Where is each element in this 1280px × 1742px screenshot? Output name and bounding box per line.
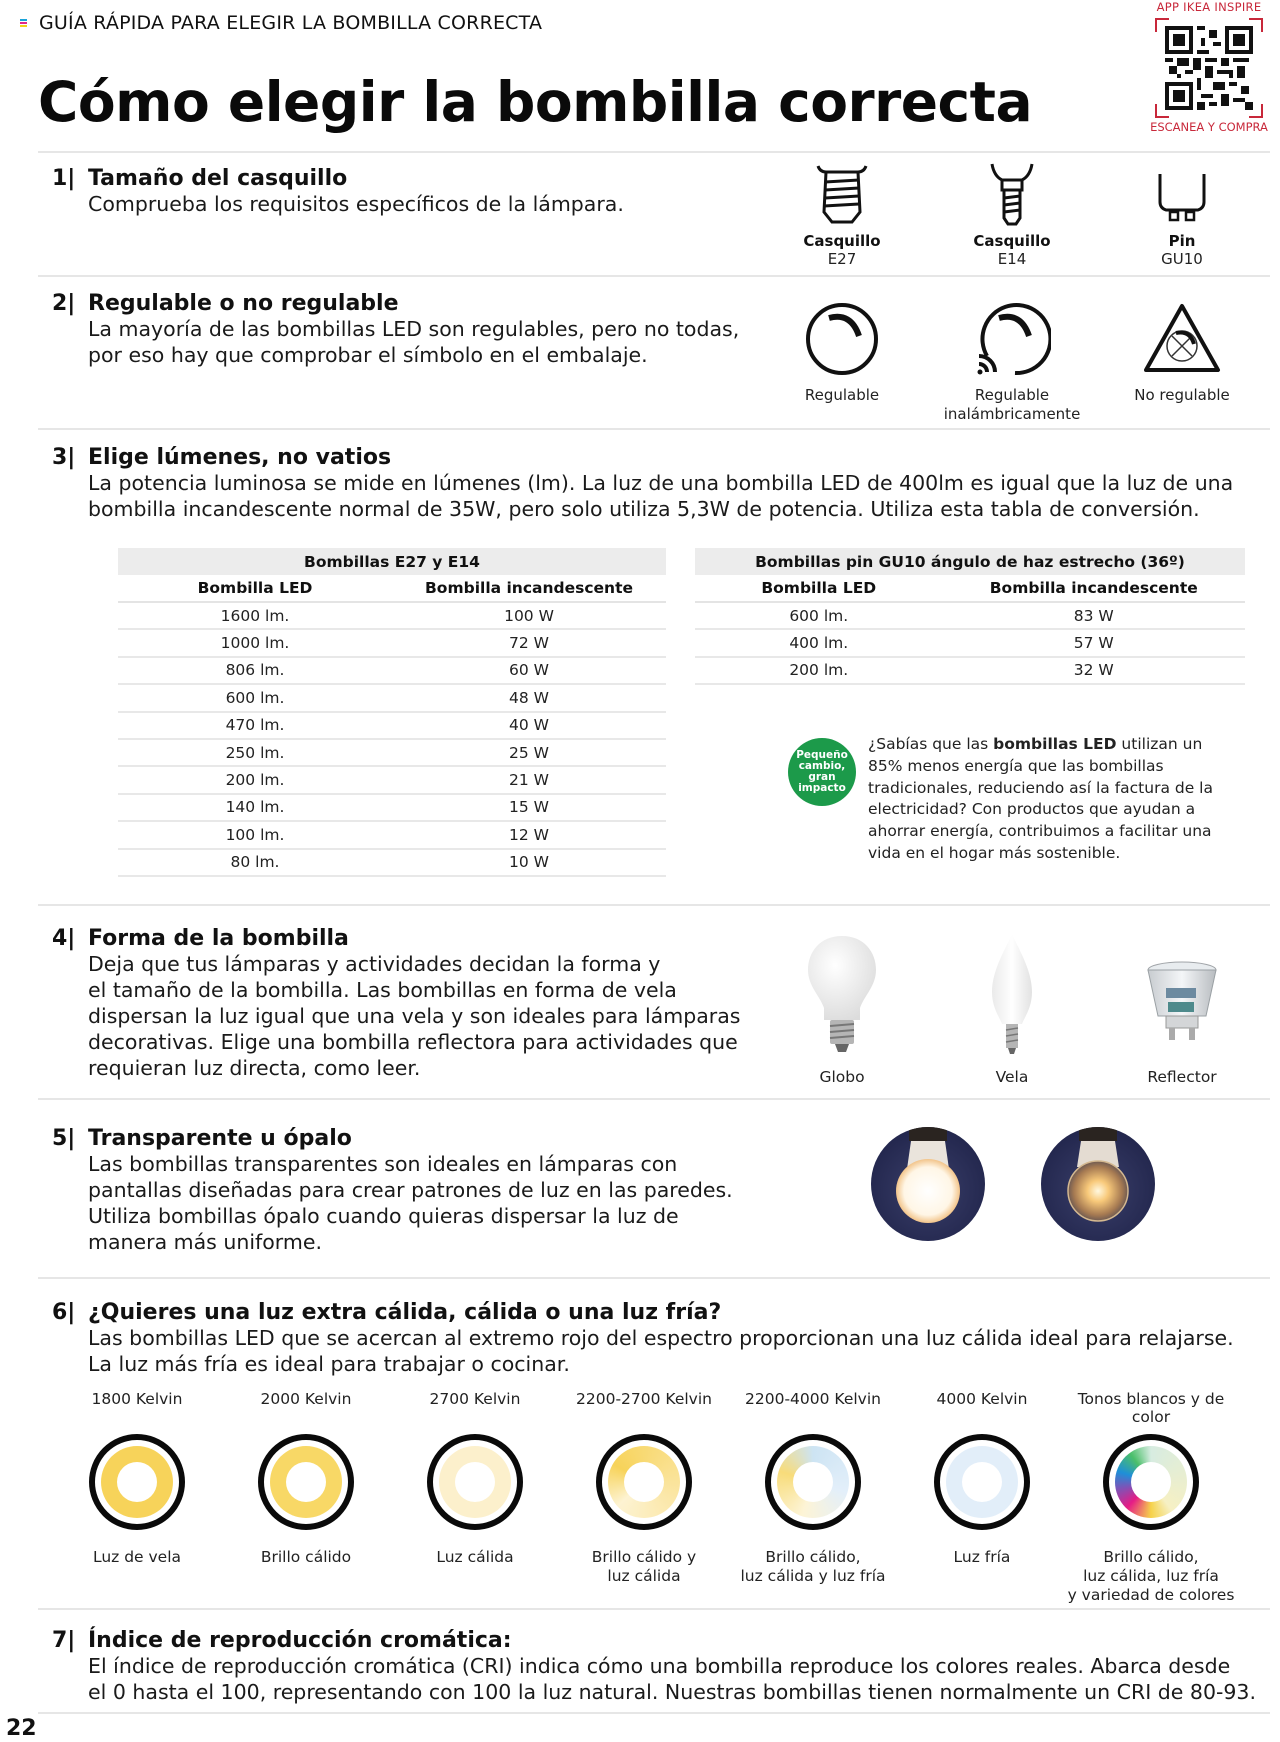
table-row: 100 lm. 12 W	[118, 821, 666, 848]
socket-e14	[927, 162, 1097, 269]
table-row: 806 lm. 60 W	[118, 657, 666, 684]
socket-type: E14	[997, 250, 1027, 268]
col-header-led: Bombilla LED	[695, 575, 943, 602]
clear-bulb-photo	[1041, 1127, 1155, 1241]
section-dimmable	[52, 291, 739, 368]
opal-bulb-photo	[871, 1127, 985, 1241]
table-gu10	[695, 548, 1245, 685]
section-title: Transparente u ópalo	[88, 1126, 352, 1151]
shape-label: Vela	[995, 1068, 1029, 1086]
section-bulb-shape: 4| Forma de la bombilla Deja que tus lámparas y actividades decidan la forma y el tamaño de la bombilla. Las bombillas en forma de vela dispersan la luz igual que una vela y son ideales para lámparas decorativas. Elige una bombilla reflectora para actividades que requieran luz directa, como leer.	[52, 926, 741, 1080]
temp-2200-4000: 2200-4000 Kelvin Brillo cálido, luz cálida y luz fría	[740, 1390, 886, 1585]
wireless-dimmable-label: Regulable inalámbricamente	[943, 386, 1081, 423]
table-row: 1600 lm. 100 W	[118, 602, 666, 629]
temp-2700: 2700 Kelvin Luz cálida	[390, 1390, 560, 1567]
qr-top-label: APP IKEA INSPIRE	[1156, 0, 1262, 14]
section-number: 7|	[52, 1628, 76, 1653]
shape-reflector	[1097, 930, 1267, 1086]
table-row: 140 lm. 15 W	[118, 794, 666, 821]
not-dimmable-icon	[1142, 300, 1222, 378]
temp-4000: 4000 Kelvin Luz fría	[897, 1390, 1067, 1567]
table-row: 1000 lm. 72 W	[118, 629, 666, 656]
section-body: Comprueba los requisitos específicos de la lámpara.	[88, 192, 624, 216]
section-body-line: bombilla incandescente normal de 35W, pero solo utiliza 5,3W de potencia. Utiliza esta tabla de conversión.	[88, 497, 1200, 521]
temp-2200-2700: 2200-2700 Kelvin Brillo cálido y luz cálida	[576, 1390, 712, 1585]
color-bars-icon	[20, 19, 27, 27]
table-caption: Bombillas pin GU10 ángulo de haz estrecho (36º)	[695, 548, 1245, 575]
socket-gu10	[1097, 162, 1267, 269]
section-lumens	[52, 445, 1233, 522]
divider	[38, 904, 1270, 906]
section-number: 3|	[52, 445, 76, 470]
table-caption: Bombillas E27 y E14	[118, 548, 666, 575]
wireless-dimmable-item	[927, 300, 1097, 424]
table-e27-e14	[118, 548, 666, 877]
temperature-ring-icon	[427, 1434, 523, 1530]
energy-info-text: ¿Sabías que las bombillas LED utilizan un 85% menos energía que las bombillas tradicionales, reduciendo así la factura de la electricidad? Con productos que ayudan a ahorrar energía, contribuimos a facilitar una vida en el hogar más sostenible.	[868, 735, 1213, 862]
globe-bulb-icon	[802, 930, 882, 1058]
divider	[38, 151, 1270, 153]
col-header-incandescent: Bombilla incandescente	[392, 575, 666, 602]
color-wheel-icon	[1103, 1434, 1199, 1530]
page-number: 22	[6, 1716, 37, 1741]
section-number: 2|	[52, 291, 76, 316]
dimmable-item	[757, 300, 927, 405]
shape-candle	[927, 930, 1097, 1086]
section-clear-opal: 5| Transparente u ópalo Las bombillas transparentes son ideales en lámparas con pantallas diseñadas para crear patrones de luz en las paredes. Utiliza bombillas ópalo cuando quieras dispersar la luz de manera más uniforme.	[52, 1126, 733, 1254]
wireless-dimmable-icon	[973, 300, 1051, 378]
divider	[38, 1277, 1270, 1279]
section-title: Elige lúmenes, no vatios	[88, 445, 392, 470]
socket-e27	[757, 162, 927, 269]
temp-2000: 2000 Kelvin Brillo cálido	[221, 1390, 391, 1567]
kicker-text: GUÍA RÁPIDA PARA ELEGIR LA BOMBILLA CORRECTA	[39, 12, 543, 34]
divider	[38, 1098, 1270, 1100]
table-row: 80 lm. 10 W	[118, 849, 666, 876]
section-title: Forma de la bombilla	[88, 926, 349, 951]
table-row: 600 lm. 83 W	[695, 602, 1245, 629]
shape-label: Globo	[819, 1068, 865, 1086]
section-body-line: por eso hay que comprobar el símbolo en el embalaje.	[88, 343, 648, 367]
section-kicker	[20, 12, 542, 34]
section-title: ¿Quieres una luz extra cálida, cálida o una luz fría?	[88, 1300, 722, 1325]
section-number: 1|	[52, 166, 76, 191]
section-socket-size	[52, 166, 624, 217]
temperature-ring-icon	[934, 1434, 1030, 1530]
section-body-line: La potencia luminosa se mide en lúmenes (lm). La luz de una bombilla LED de 400lm es igual que la luz de una	[88, 471, 1234, 495]
col-header-led: Bombilla LED	[118, 575, 392, 602]
temp-1800: 1800 Kelvin Luz de vela	[52, 1390, 222, 1567]
temperature-ring-icon	[765, 1434, 861, 1530]
table-row: 600 lm. 48 W	[118, 684, 666, 711]
temp-color-tones: Tonos blancos y de color Brillo cálido, luz cálida, luz fría y variedad de colores	[1067, 1390, 1235, 1604]
socket-label: Pin	[1168, 232, 1196, 250]
socket-type: GU10	[1161, 250, 1203, 268]
section-number: 5|	[52, 1126, 76, 1151]
page-title: Cómo elegir la bombilla correcta	[38, 70, 1033, 134]
table-row: 250 lm. 25 W	[118, 739, 666, 766]
divider	[38, 1712, 1270, 1714]
socket-label: Casquillo	[803, 232, 881, 250]
section-title: Regulable o no regulable	[88, 291, 399, 316]
reflector-bulb-icon	[1142, 930, 1222, 1058]
divider	[38, 428, 1270, 430]
candle-bulb-icon	[982, 930, 1042, 1058]
qr-frame[interactable]	[1155, 18, 1263, 118]
qr-code-icon[interactable]	[1165, 26, 1253, 110]
col-header-incandescent: Bombilla incandescente	[943, 575, 1246, 602]
not-dimmable-item	[1097, 300, 1267, 405]
qr-block[interactable]	[1150, 0, 1268, 150]
section-cri: 7| Índice de reproducción cromática: El índice de reproducción cromática (CRI) indica cómo una bombilla reproduce los colores reales. Abarca desde el 0 hasta el 100, representando con 100 la luz natural. Nuestras bombillas tienen normalmente un CRI de 80-93.	[52, 1628, 1256, 1704]
section-color-temperature: 6| ¿Quieres una luz extra cálida, cálida o una luz fría? Las bombillas LED que se acercan al extremo rojo del espectro proporcionan una luz cálida ideal para relajarse. La luz más fría es ideal para trabajar o cocinar.	[52, 1300, 1234, 1376]
temperature-ring-icon	[89, 1434, 185, 1530]
section-title: Índice de reproducción cromática:	[88, 1628, 512, 1653]
e27-socket-icon	[812, 162, 872, 228]
table-row: 400 lm. 57 W	[695, 629, 1245, 656]
not-dimmable-label: No regulable	[1134, 386, 1230, 404]
shape-label: Reflector	[1147, 1068, 1217, 1086]
socket-label: Casquillo	[973, 232, 1051, 250]
section-body-line: La mayoría de las bombillas LED son regulables, pero no todas,	[88, 317, 740, 341]
table-row: 200 lm. 32 W	[695, 657, 1245, 684]
gu10-pin-icon	[1152, 162, 1212, 228]
section-number: 6|	[52, 1300, 76, 1325]
temperature-ring-icon	[596, 1434, 692, 1530]
section-number: 4|	[52, 926, 76, 951]
divider	[38, 1608, 1270, 1610]
dimmable-icon	[803, 300, 881, 378]
temperature-ring-icon	[258, 1434, 354, 1530]
divider	[38, 275, 1270, 277]
shape-globe	[757, 930, 927, 1086]
dimmable-label: Regulable	[804, 386, 880, 404]
table-row: 200 lm. 21 W	[118, 766, 666, 793]
table-row: 470 lm. 40 W	[118, 712, 666, 739]
section-title: Tamaño del casquillo	[88, 166, 348, 191]
sustainability-badge: Pequeño cambio, gran impacto	[788, 738, 856, 806]
socket-type: E27	[827, 250, 857, 268]
qr-bottom-label: ESCANEA Y COMPRA	[1150, 120, 1268, 134]
e14-socket-icon	[982, 162, 1042, 228]
